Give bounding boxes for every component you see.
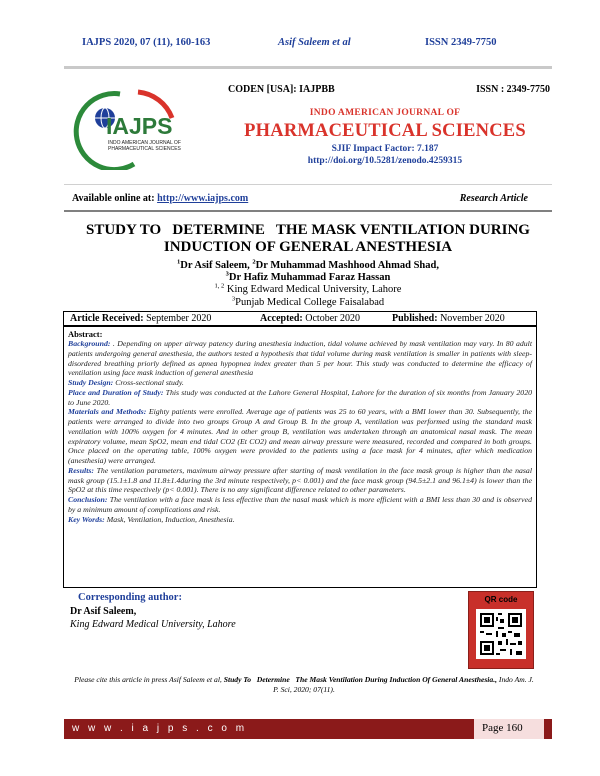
divider-bottom: [64, 210, 552, 212]
affil1-sup: 1, 2: [214, 282, 225, 290]
header-citation: IAJPS 2020, 07 (11), 160-163: [82, 37, 211, 48]
published: [392, 313, 505, 324]
footer-url[interactable]: w w w . i a j p s . c o m: [72, 723, 248, 734]
cite-prefix: Please cite this article in press Asif Saleem et al,: [74, 675, 224, 684]
logo-abbr: IAJPS: [106, 113, 173, 139]
header-author: Asif Saleem et al: [278, 37, 351, 48]
abstract-heading: Abstract:: [68, 329, 103, 339]
author2-sup: 2: [252, 258, 256, 266]
header-divider: [64, 66, 552, 69]
title-line-1: STUDY TO DETERMINE THE MASK VENTILATION DURING: [86, 222, 530, 238]
author-2: Dr Muhammad Mashhood Ahmad Shad,: [255, 260, 439, 271]
authors-line-1: [60, 260, 556, 272]
authors-line-2: [60, 272, 556, 284]
conclusion-text: The ventilation with a face mask is less effective than the nasal mask which is more efficient with a BMI less than 30 and is observed by a minimum amount of complications and risk.: [68, 495, 532, 514]
place-para: [68, 388, 532, 408]
title-line-2: INDUCTION OF GENERAL ANESTHESIA: [163, 239, 453, 255]
author3-sup: 3: [225, 270, 229, 278]
journal-issn: ISSN : 2349-7750: [476, 84, 550, 95]
keywords-text: Mask, Ventilation, Induction, Anesthesia.: [104, 514, 235, 524]
journal-title: PHARMACEUTICAL SCIENCES: [244, 121, 526, 141]
journal-subtitle: INDO AMERICAN JOURNAL OF: [309, 108, 461, 118]
methods-text: Eighty patients were enrolled. Average age of patients was 25 to 60 years, with a BMI lower than 30. Subsequently, the patients were arranged to divide into two groups Group A and Group B. In the group A, ventilation was performed using the standard mask ventilation with 100% oxygen for 4 minutes. And in other group B, ventilation was undertaken through an anatomical nasal mask. The mean expiratory volume, mean SpO2, mean end tidal CO2 (Et CO2) and mean airway pressure were measured, recorded and compared in both groups. Once placed on the operating table, 100% oxygen were provided to the patients using a face mask for 4 minutes, after which medication (anesthesia) were arranged.: [68, 407, 532, 465]
methods-label: Materials and Methods:: [68, 407, 147, 417]
abstract-box: [63, 326, 537, 588]
affil1-text: King Edward Medical University, Lahore: [224, 284, 402, 295]
corresponding-affiliation: King Edward Medical University, Lahore: [70, 619, 236, 630]
citation-note: [74, 675, 534, 695]
author1-sup: 1: [177, 258, 181, 266]
methods-para: [68, 407, 532, 466]
article-type: Research Article: [459, 193, 528, 204]
received-label: Article Received:: [70, 313, 147, 324]
affil2-text: Punjab Medical College Faisalabad: [235, 297, 385, 308]
qr-code-panel: [468, 591, 534, 669]
doi-link[interactable]: http://doi.org/10.5281/zenodo.4259315: [307, 156, 463, 166]
corresponding-name: Dr Asif Saleem,: [70, 606, 137, 617]
received: [70, 313, 211, 324]
dates-box: [63, 311, 537, 326]
conclusion-label: Conclusion:: [68, 495, 108, 504]
accepted-label: Accepted:: [260, 313, 306, 324]
affiliation-1: [60, 284, 556, 296]
conclusion-para: [68, 495, 532, 515]
background-label: Background:: [68, 339, 111, 348]
design-text: Cross-sectional study.: [113, 378, 184, 387]
article-title: [60, 222, 556, 256]
author-3: Dr Hafiz Muhammad Faraz Hassan: [228, 272, 391, 283]
corresponding-heading: Corresponding author:: [78, 592, 182, 603]
running-header: [0, 37, 600, 53]
availability-label: Available online at:: [72, 193, 158, 204]
published-date: November 2020: [440, 313, 505, 324]
authors: [60, 260, 556, 284]
website-link[interactable]: http://www.iajps.com: [157, 193, 249, 204]
page-number: Page 160: [474, 719, 544, 739]
place-text: This study was conducted at the Lahore General Hospital, Lahore for the duration of six months from January 2020 to June 2020.: [68, 387, 533, 407]
design-para: [68, 378, 532, 388]
coden: CODEN [USA]: IAJPBB: [228, 84, 335, 95]
affil2-sup: 3: [231, 295, 236, 303]
divider-top: [64, 184, 552, 185]
results-text: The ventilation parameters, maximum airway pressure after starting of mask ventilation in the face mask group is higher than the nasal mask group (15.1±1.8 and 11.8±1.4during the 3rd minute respectively, p< 0.001) and the face mask group (94.5±2.1 and 96.1±4) is lower than the SpO2 at this time respectively (p< 0.001). There is no any significant difference related to other parameters.: [68, 465, 532, 495]
iajps-logo: [60, 84, 200, 170]
cite-title: Study To Determine The Mask Ventilation During Induction Of General Anesthesia.,: [223, 675, 498, 684]
results-label: Results:: [68, 465, 94, 475]
availability: [72, 193, 248, 204]
logo-subtitle-1: INDO AMERICAN JOURNAL OF: [108, 140, 181, 146]
received-date: September 2020: [146, 313, 212, 324]
results-para: [68, 466, 532, 495]
keywords-para: [68, 515, 532, 525]
background-para: [68, 339, 532, 378]
background-text: . Depending on upper airway patency during anesthesia induction, tidal volume achieved by mask ventilation may vary. In 80 adult patients undergoing general anesthesia, the authors tested a hypothesis that tidal volume during mask ventilation is smaller in patients with sleep-disordered breathing priorly defined as apnea hypopnea index greater than 5 per hour. This study was conducted to determine the efficacy of ventilation using face mask induction of general anesthesia: [68, 339, 532, 378]
place-label: Place and Duration of Study:: [68, 387, 164, 397]
logo-subtitle-2: PHARMACEUTICAL SCIENCES: [108, 146, 181, 152]
keywords-label: Key Words:: [68, 514, 105, 524]
author-1: Dr Asif Saleem,: [180, 260, 253, 271]
qr-code-icon[interactable]: [476, 609, 526, 659]
footer-bar: [64, 719, 552, 739]
accepted: [260, 313, 360, 324]
qr-label: QR code: [484, 595, 518, 604]
header-issn: ISSN 2349-7750: [425, 37, 497, 48]
affiliation-2: [60, 297, 556, 309]
impact-factor: SJIF Impact Factor: 7.187: [331, 144, 439, 154]
accepted-date: October 2020: [305, 313, 360, 324]
published-label: Published:: [392, 313, 441, 324]
design-label: Study Design:: [68, 378, 114, 387]
cite-suffix: Indo Am. J. P. Sci, 2020; 07(11).: [273, 675, 534, 694]
